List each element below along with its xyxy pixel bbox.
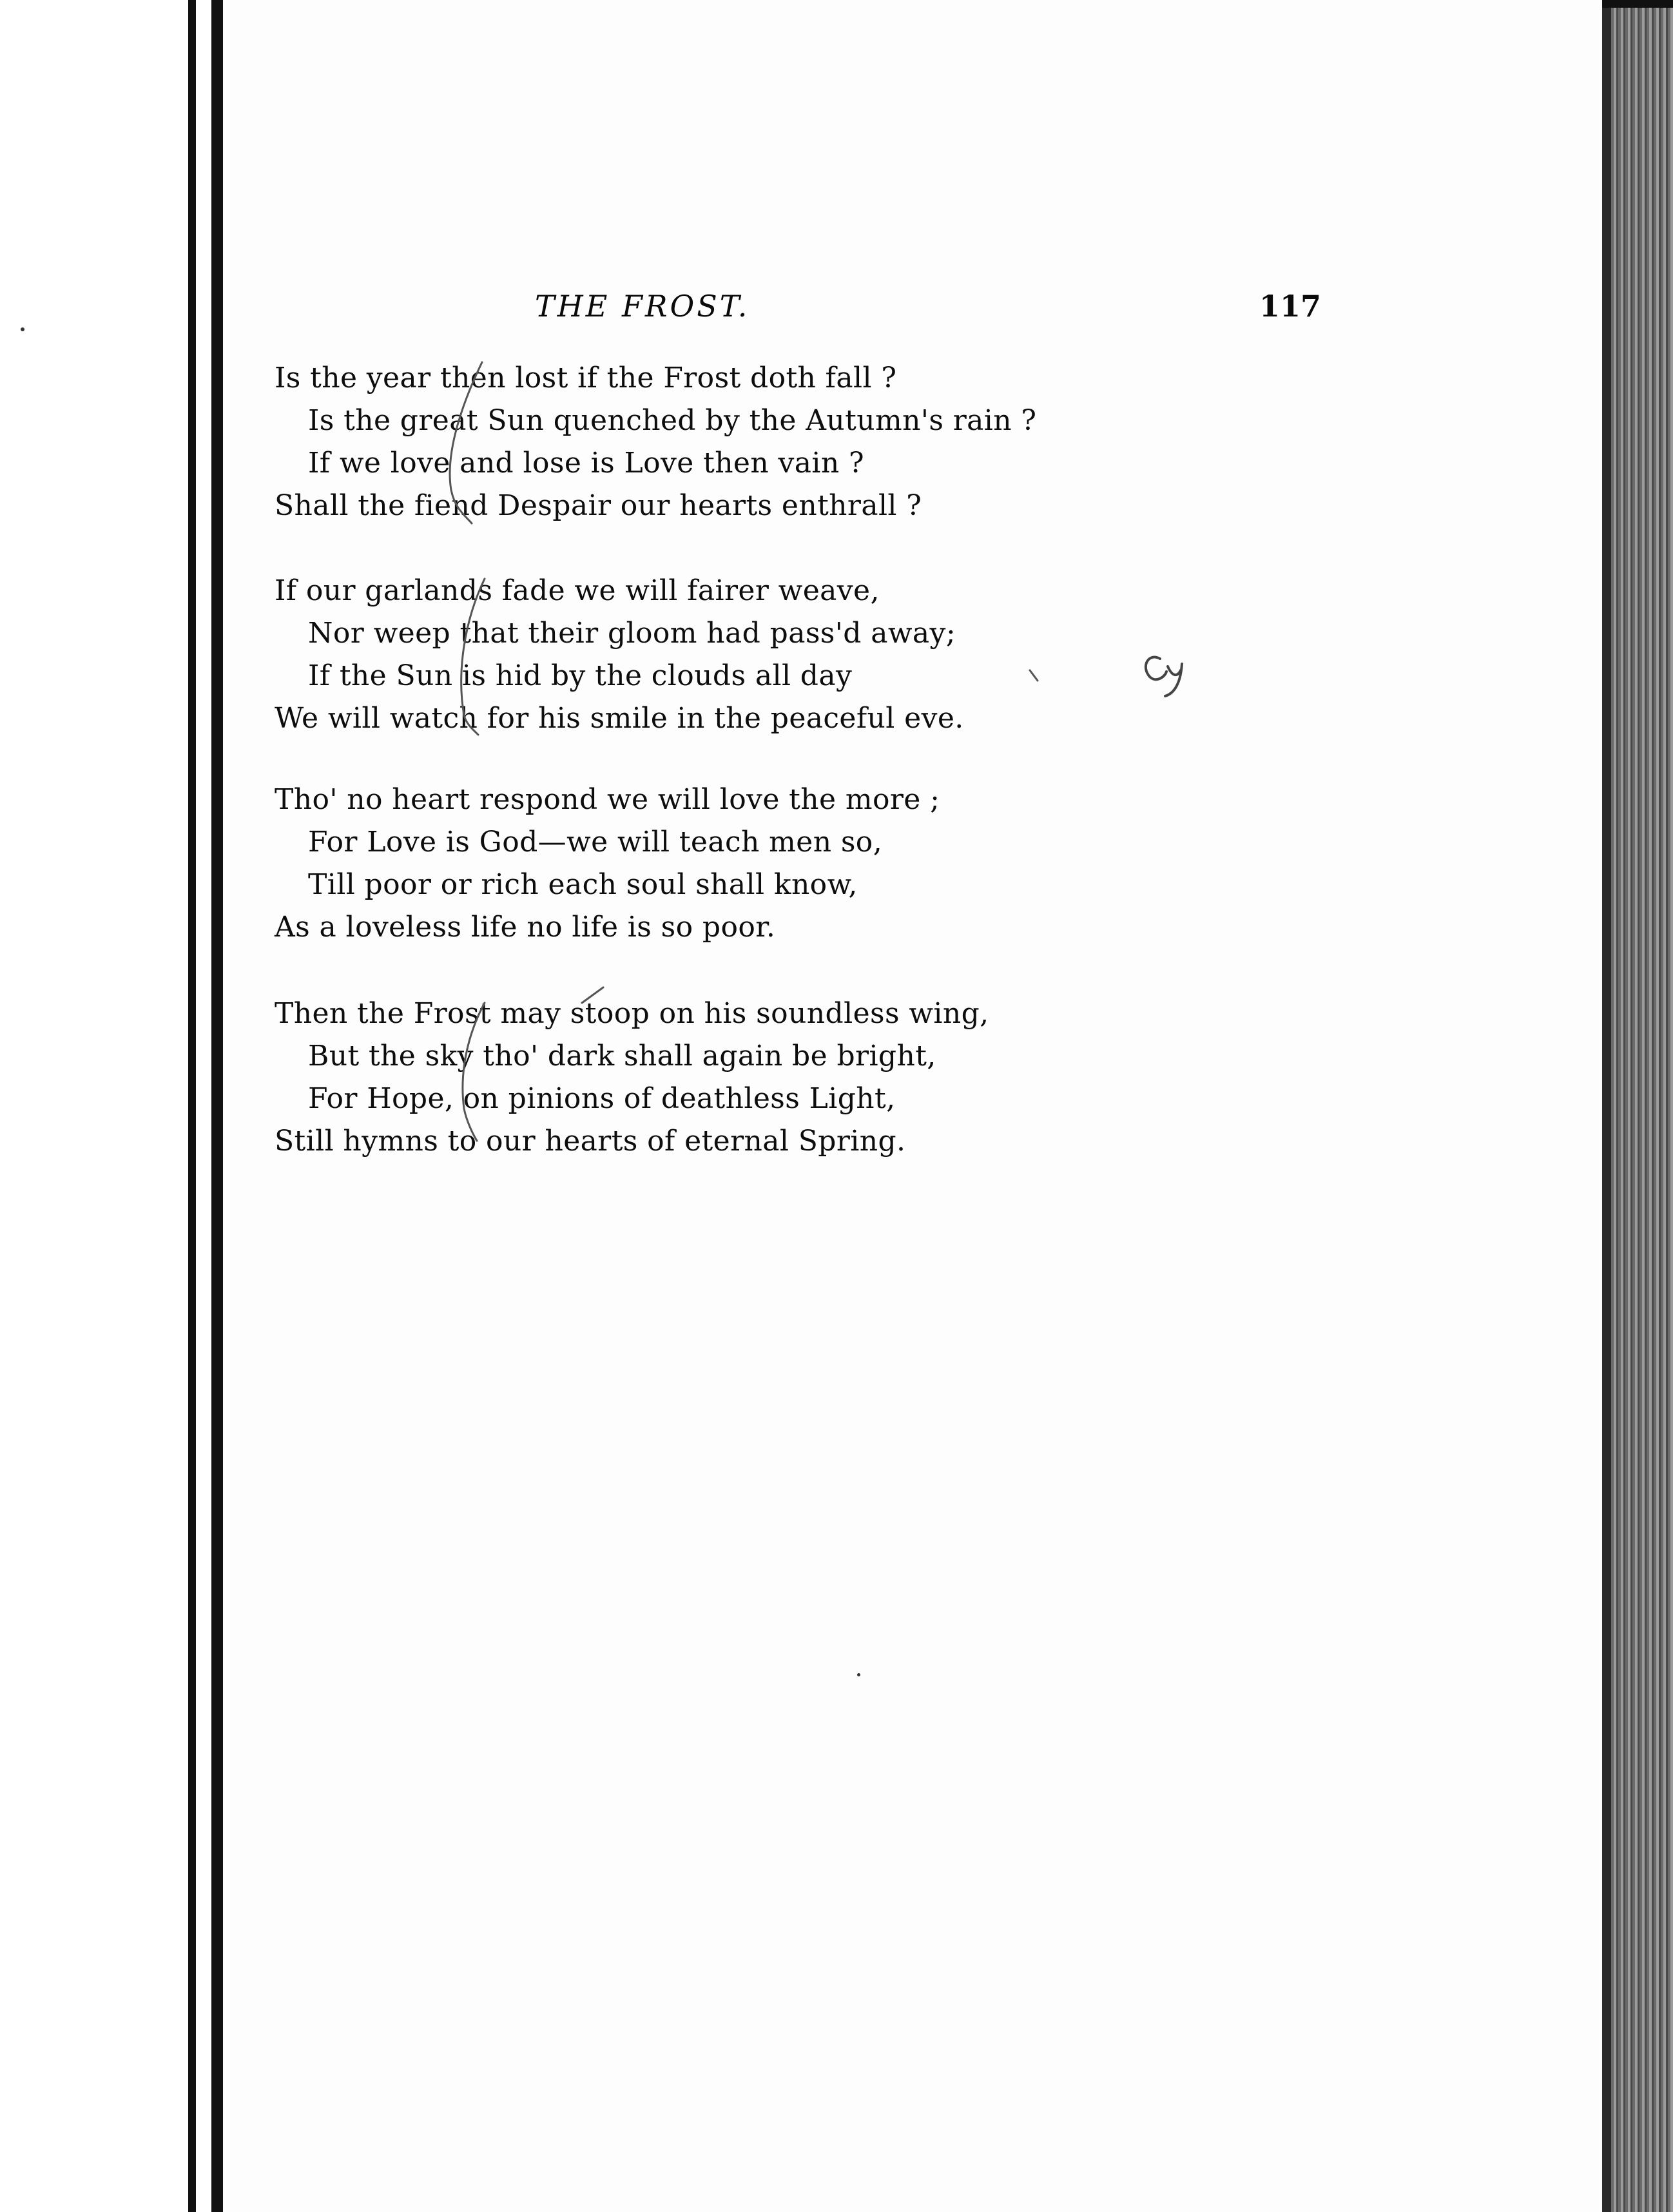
running-head — [535, 289, 1321, 327]
verse-line: Still hymns to our hearts of eternal Spring. — [275, 1125, 906, 1158]
verse-line: Then the Frost may stoop on his soundless wing, — [275, 997, 989, 1030]
page-block-edge — [1611, 0, 1673, 2212]
stanza-1 — [275, 357, 1280, 527]
stanza-2 — [275, 570, 1280, 740]
gutter-border — [188, 0, 196, 2212]
verse-line: Till poor or rich each soul shall know, — [308, 868, 858, 901]
page-edge-top — [1602, 0, 1673, 8]
verse-line: Tho' no heart respond we will love the more ; — [275, 783, 940, 816]
verse-line: We will watch for his smile in the peaceful eve. — [275, 702, 964, 735]
verse-line: If we love and lose is Love then vain ? — [308, 447, 864, 480]
facing-page-edge — [0, 0, 188, 2212]
verse-line: Nor weep that their gloom had pass'd away; — [308, 617, 956, 650]
verse-line: If the Sun is hid by the clouds all day — [308, 659, 853, 692]
running-title: THE FROST. — [535, 289, 750, 324]
stanza-3 — [275, 779, 1280, 949]
verse-line: As a loveless life no life is so poor. — [275, 911, 776, 944]
verse-line: But the sky tho' dark shall again be bright, — [308, 1040, 936, 1072]
verse-line: If our garlands fade we will fairer weave, — [275, 574, 880, 607]
scan-speck — [21, 327, 24, 331]
verse-line: For Love is God—we will teach men so, — [308, 826, 883, 859]
scan-speck — [857, 1673, 860, 1676]
verse-line: For Hope, on pinions of deathless Light, — [308, 1082, 896, 1115]
gutter-gap — [196, 0, 211, 2212]
verse-line: Is the great Sun quenched by the Autumn's rain ? — [308, 404, 1037, 437]
stanza-4 — [275, 993, 1280, 1163]
verse-line: Is the year then lost if the Frost doth fall ? — [275, 362, 897, 394]
gutter-shadow — [211, 0, 223, 2212]
page-number: 117 — [1259, 289, 1321, 324]
verse-line: Shall the fiend Despair our hearts enthrall ? — [275, 489, 922, 522]
